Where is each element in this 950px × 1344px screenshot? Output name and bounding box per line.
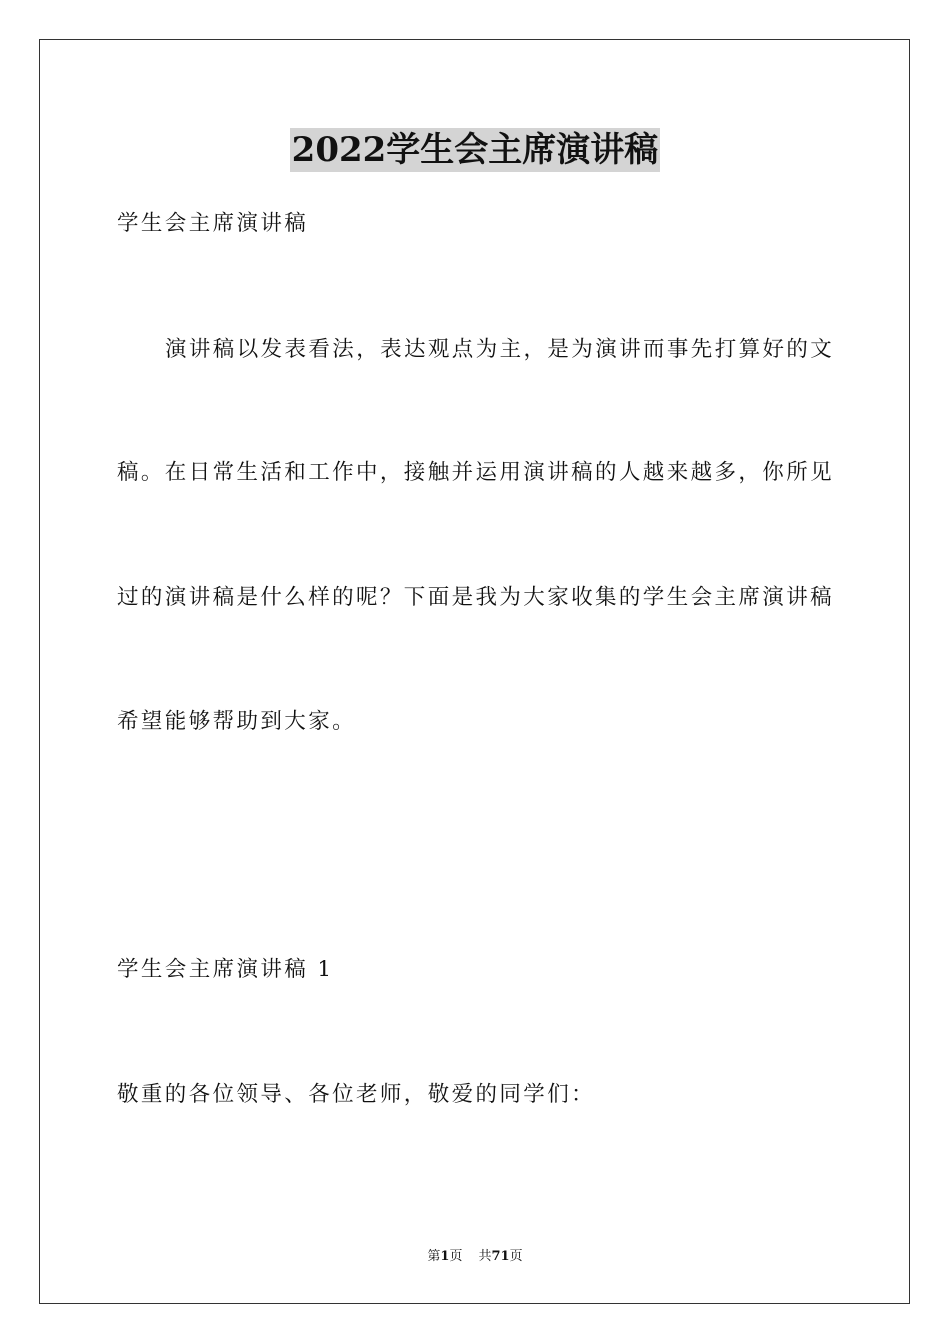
paragraph-line-4: 希望能够帮助到大家。 [117, 709, 357, 734]
footer-total-prefix: 共 [478, 1249, 492, 1264]
section-heading: 学生会主席演讲稿 [117, 211, 309, 236]
footer-total-pages: 71 [491, 1249, 510, 1264]
greeting-line: 敬重的各位领导、各位老师，敬爱的同学们： [117, 1082, 596, 1107]
footer-page-prefix: 第 [427, 1249, 441, 1264]
footer-page-suffix: 页 [449, 1249, 463, 1264]
speech-heading: 学生会主席演讲稿 1 [117, 957, 334, 982]
paragraph-line-2: 稿。在日常生活和工作中，接触并运用演讲稿的人越来越多，你所见 [117, 460, 835, 485]
page-footer [0, 1248, 950, 1266]
footer-page-number: 1 [440, 1249, 450, 1264]
document-title: 2022学生会主席演讲稿 [291, 130, 659, 170]
paragraph-line-1: 演讲稿以发表看法，表达观点为主，是为演讲而事先打算好的文 [165, 337, 835, 362]
footer-total-suffix: 页 [509, 1249, 523, 1264]
paragraph-line-3: 过的演讲稿是什么样的呢？下面是我为大家收集的学生会主席演讲稿 [117, 585, 835, 610]
document-title-block [0, 126, 950, 174]
